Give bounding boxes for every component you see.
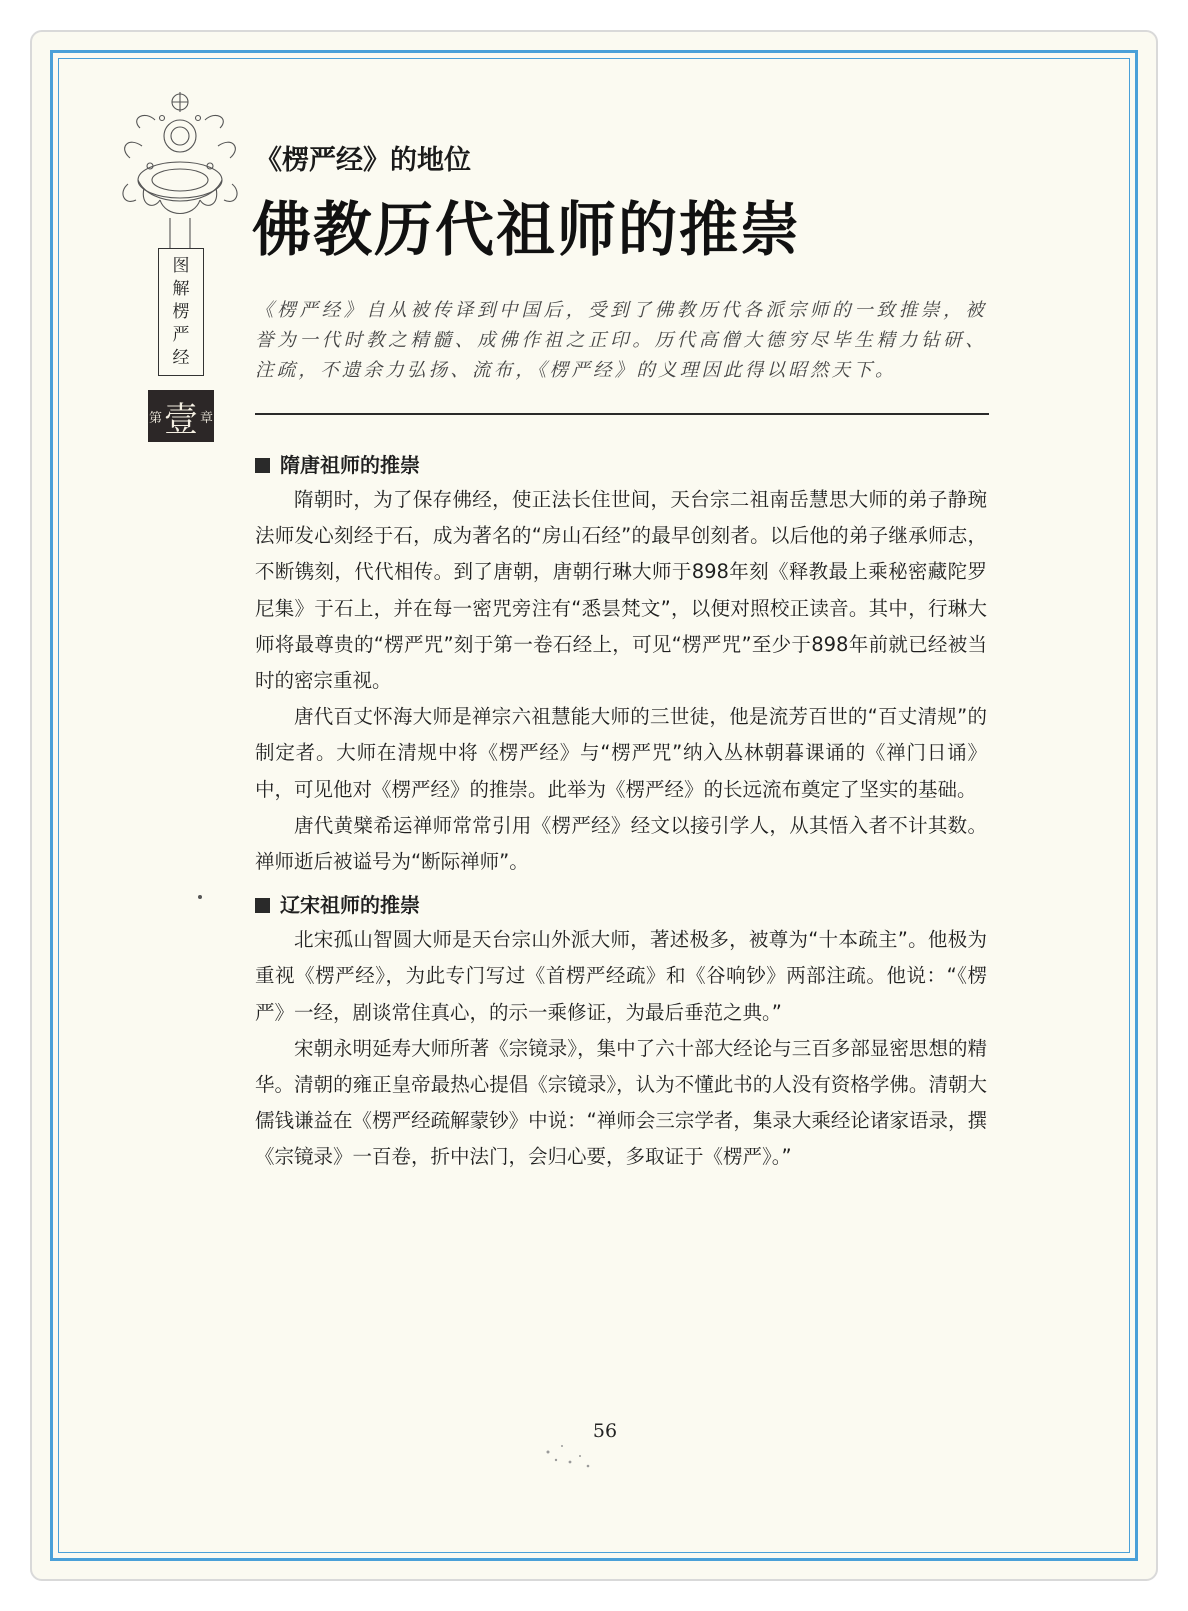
article-body — [255, 448, 987, 1176]
divider — [255, 413, 989, 415]
paragraph: 唐代黄檗希运禅师常常引用《楞严经》经文以接引学人，从其悟入者不计其数。禅师逝后被谥号为“断际禅师”。 — [255, 813, 987, 874]
paragraph: 隋朝时，为了保存佛经，使正法长住世间，天台宗二祖南岳慧思大师的弟子静琬法师发心刻经于石，成为著名的“房山石经”的最早创刻者。以后他的弟子继承师志，不断镌刻，代代相传。到了唐朝，唐朝行琳大师于898年刻《释教最上乘秘密藏陀罗尼集》于石上，并在每一密咒旁注有“悉昙梵文”，以便对照校正读音。其中，行琳大师将最尊贵的“楞严咒”刻于第一卷石经上，可见“楞严咒”至少于898年前就已经被当时的密宗重视。 — [255, 488, 987, 693]
decorative-speck — [198, 895, 202, 899]
section-heading — [255, 448, 987, 482]
square-bullet-icon — [255, 898, 270, 913]
book-title-tab: 图解楞严经 — [158, 248, 204, 376]
section-label: 《楞严经》的地位 — [255, 145, 471, 176]
square-bullet-icon — [255, 458, 270, 473]
paragraph: 北宋孤山智圆大师是天台宗山外派大师，著述极多，被尊为“十本疏主”。他极为重视《楞严经》，为此专门写过《首楞严经疏》和《谷响钞》两部注疏。他说：“《楞严》一经，剧谈常住真心，的示一乘修证，为最后垂范之典。” — [255, 928, 987, 1024]
paragraph: 唐代百丈怀海大师是禅宗六祖慧能大师的三世徒，他是流芳百世的“百丈清规”的制定者。大师在清规中将《楞严经》与“楞严咒”纳入丛林朝暮课诵的《禅门日诵》中，可见他对《楞严经》的推崇。此举为《楞严经》的长远流布奠定了坚实的基础。 — [255, 705, 987, 801]
paragraph: 宋朝永明延寿大师所著《宗镜录》，集中了六十部大经论与三百多部显密思想的精华。清朝的雍正皇帝最热心提倡《宗镜录》，认为不懂此书的人没有资格学佛。清朝大儒钱谦益在《楞严经疏解蒙钞》中说：“禅师会三宗学者，集录大乘经论诸家语录，撰《宗镜录》一百卷，折中法门，会归心要，多取证于《楞严》。” — [255, 1036, 987, 1169]
section-heading-text: 隋唐祖师的推崇 — [280, 453, 420, 477]
chapter-prefix: 第 — [148, 410, 162, 426]
chapter-suffix: 章 — [200, 410, 214, 426]
section-heading-text: 辽宋祖师的推崇 — [280, 893, 420, 918]
lotus-ornament-icon — [110, 88, 250, 268]
intro-paragraph: 《楞严经》自从被传译到中国后，受到了佛教历代各派宗师的一致推崇，被誉为一代时教之精髓、成佛作祖之正印。历代高僧大德穷尽毕生精力钻研、注疏，不遗余力弘扬、流布，《楞严经》的义理因此得以昭然天下。 — [255, 300, 987, 381]
chapter-badge — [148, 390, 214, 442]
chapter-number: 壹 — [164, 399, 198, 440]
page-title: 佛教历代祖师的推崇 — [252, 195, 802, 264]
page-number: 56 — [592, 1420, 618, 1442]
section-heading — [255, 888, 987, 922]
